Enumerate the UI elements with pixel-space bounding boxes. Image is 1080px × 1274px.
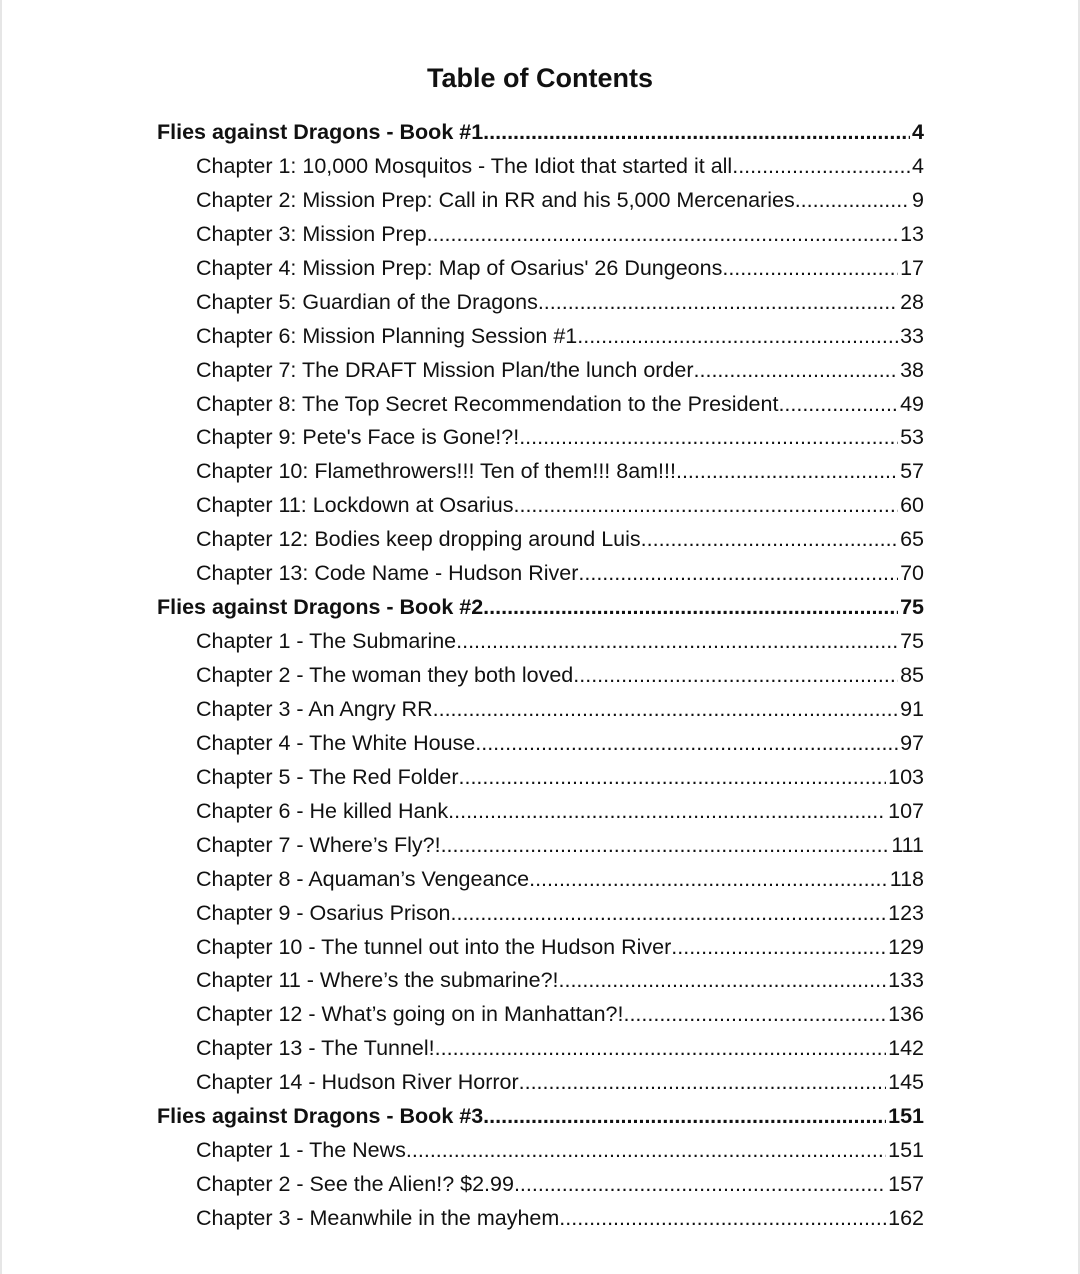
page-number: 13 [900,221,924,246]
page-edge-left [0,0,2,1274]
chapter-title: Chapter 13: Code Name - Hudson River [196,561,579,586]
chapter-title: Chapter 5: Guardian of the Dragons [196,289,538,314]
book-title: Flies against Dragons - Book #3 [157,1104,484,1129]
page-number: 151 [888,1138,924,1163]
toc-chapter-entry[interactable] [157,998,924,1032]
page-number: 107 [888,798,924,823]
toc-chapter-entry[interactable] [157,795,924,829]
chapter-title: Chapter 5 - The Red Folder [196,764,459,789]
chapter-title: Chapter 10 - The tunnel out into the Hudson River [196,934,672,959]
dot-leader [514,489,899,523]
dot-leader [578,557,898,591]
toc-chapter-entry[interactable] [157,150,924,184]
toc-chapter-entry[interactable] [157,897,924,931]
toc-chapter-entry[interactable] [157,1032,924,1066]
toc-chapter-entry[interactable] [157,388,924,422]
page-number: 129 [888,934,924,959]
page-number: 70 [900,561,924,586]
toc-book-heading[interactable] [157,591,924,625]
book-title: Flies against Dragons - Book #2 [157,595,484,620]
toc-chapter-entry[interactable] [157,693,924,727]
chapter-title: Chapter 1 - The Submarine [196,629,457,654]
page-number: 57 [900,459,924,484]
page-number: 38 [900,357,924,382]
dot-leader [732,150,910,184]
page-number: 28 [900,289,924,314]
dot-leader [519,421,898,455]
toc-chapter-entry[interactable] [157,184,924,218]
page-number: 75 [900,595,924,620]
chapter-title: Chapter 10: Flamethrowers!!! Ten of them!!! 8am!!! [196,459,676,484]
chapter-title: Chapter 11 - Where’s the submarine?! [196,968,559,993]
page-number: 133 [888,968,924,993]
dot-leader [676,455,898,489]
chapter-title: Chapter 1 - The News [196,1138,406,1163]
page-number: 136 [888,1002,924,1027]
toc-chapter-entry[interactable] [157,252,924,286]
toc-chapter-entry[interactable] [157,625,924,659]
chapter-title: Chapter 2 - See the Alien!? $2.99 [196,1172,514,1197]
dot-leader [538,286,898,320]
toc-chapter-entry[interactable] [157,761,924,795]
dot-leader [435,1032,886,1066]
dot-leader [519,1066,886,1100]
dot-leader [671,931,886,965]
toc-chapter-entry[interactable] [157,863,924,897]
toc-chapter-entry[interactable] [157,455,924,489]
toc-chapter-entry[interactable] [157,1134,924,1168]
page-number: 111 [891,832,924,857]
toc-chapter-entry[interactable] [157,931,924,965]
dot-leader [577,320,898,354]
toc-chapter-entry[interactable] [157,727,924,761]
dot-leader [483,591,898,625]
page-number: 123 [888,900,924,925]
dot-leader [722,252,898,286]
page-number: 103 [888,764,924,789]
page-number: 17 [900,255,924,280]
toc-chapter-entry[interactable] [157,354,924,388]
page-number: 151 [888,1104,924,1129]
page-number: 49 [900,391,924,416]
chapter-title: Chapter 6 - He killed Hank [196,798,449,823]
page-number: 9 [912,187,924,212]
toc-book-heading[interactable] [157,116,924,150]
toc-chapter-entry[interactable] [157,964,924,998]
chapter-title: Chapter 7: The DRAFT Mission Plan/the lunch order [196,357,694,382]
toc-chapter-entry[interactable] [157,829,924,863]
chapter-title: Chapter 6: Mission Planning Session #1 [196,323,578,348]
chapter-title: Chapter 13 - The Tunnel! [196,1036,435,1061]
chapter-title: Chapter 4: Mission Prep: Map of Osarius' 26 Dungeons [196,255,723,280]
book-title: Flies against Dragons - Book #1 [157,120,484,144]
page-number: 53 [900,425,924,450]
toc-chapter-entry[interactable] [157,659,924,693]
toc-book-heading[interactable] [157,1100,924,1134]
toc-chapter-entry[interactable] [157,1066,924,1100]
chapter-title: Chapter 8: The Top Secret Recommendation to the President [196,391,779,416]
page-number: 142 [888,1036,924,1061]
toc-chapter-entry[interactable] [157,523,924,557]
page-number: 91 [900,696,924,721]
toc-chapter-entry[interactable] [157,557,924,591]
page-number: 97 [900,730,924,755]
toc-chapter-entry[interactable] [157,320,924,354]
page-title: Table of Contents [427,63,653,93]
toc-chapter-entry[interactable] [157,1202,924,1236]
dot-leader [427,218,898,252]
toc-chapter-entry[interactable] [157,218,924,252]
dot-leader [559,1202,886,1236]
page-number: 145 [888,1070,924,1095]
dot-leader [483,116,910,150]
dot-leader [795,184,910,218]
chapter-title: Chapter 3 - An Angry RR [196,696,433,721]
chapter-title: Chapter 9 - Osarius Prison [196,900,451,925]
page-number: 4 [912,153,924,178]
chapter-title: Chapter 7 - Where’s Fly?! [196,832,441,857]
page-number: 157 [888,1172,924,1197]
dot-leader [448,795,886,829]
chapter-title: Chapter 4 - The White House [196,730,476,755]
toc-chapter-entry[interactable] [157,286,924,320]
page-number: 85 [900,663,924,687]
chapter-title: Chapter 14 - Hudson River Horror [196,1070,519,1095]
dot-leader [694,354,899,388]
page-number: 75 [900,629,924,654]
toc-chapter-entry[interactable] [157,489,924,523]
dot-leader [475,727,898,761]
chapter-title: Chapter 12 - What’s going on in Manhattan?! [196,1002,624,1027]
toc-chapter-entry[interactable] [157,421,924,455]
dot-leader [441,829,890,863]
chapter-title: Chapter 12: Bodies keep dropping around Luis [196,527,641,552]
toc-list [157,116,924,1236]
chapter-title: Chapter 3 - Meanwhile in the mayhem [196,1206,560,1230]
dot-leader [641,523,898,557]
dot-leader [456,625,898,659]
dot-leader [406,1134,886,1168]
page-number: 4 [912,120,924,144]
dot-leader [623,998,886,1032]
dot-leader [514,1168,886,1202]
dot-leader [483,1100,886,1134]
chapter-title: Chapter 8 - Aquaman’s Vengeance [196,866,530,891]
page-number: 33 [900,323,924,348]
chapter-title: Chapter 2: Mission Prep: Call in RR and his 5,000 Mercenaries [196,187,795,212]
chapter-title: Chapter 2 - The woman they both loved [196,663,574,687]
chapter-title: Chapter 3: Mission Prep [196,221,427,246]
page-number: 162 [888,1206,924,1230]
chapter-title: Chapter 9: Pete's Face is Gone!?! [196,425,520,450]
dot-leader [573,659,898,693]
page-number: 65 [900,527,924,552]
dot-leader [433,693,898,727]
chapter-title: Chapter 1: 10,000 Mosquitos - The Idiot that started it all [196,153,733,178]
toc-chapter-entry[interactable] [157,1168,924,1202]
chapter-title: Chapter 11: Lockdown at Osarius [196,493,514,518]
page-number: 118 [889,866,924,891]
dot-leader [529,863,888,897]
dot-leader [559,964,887,998]
dot-leader [459,761,887,795]
page-number: 60 [900,493,924,518]
dot-leader [778,388,898,422]
dot-leader [451,897,887,931]
